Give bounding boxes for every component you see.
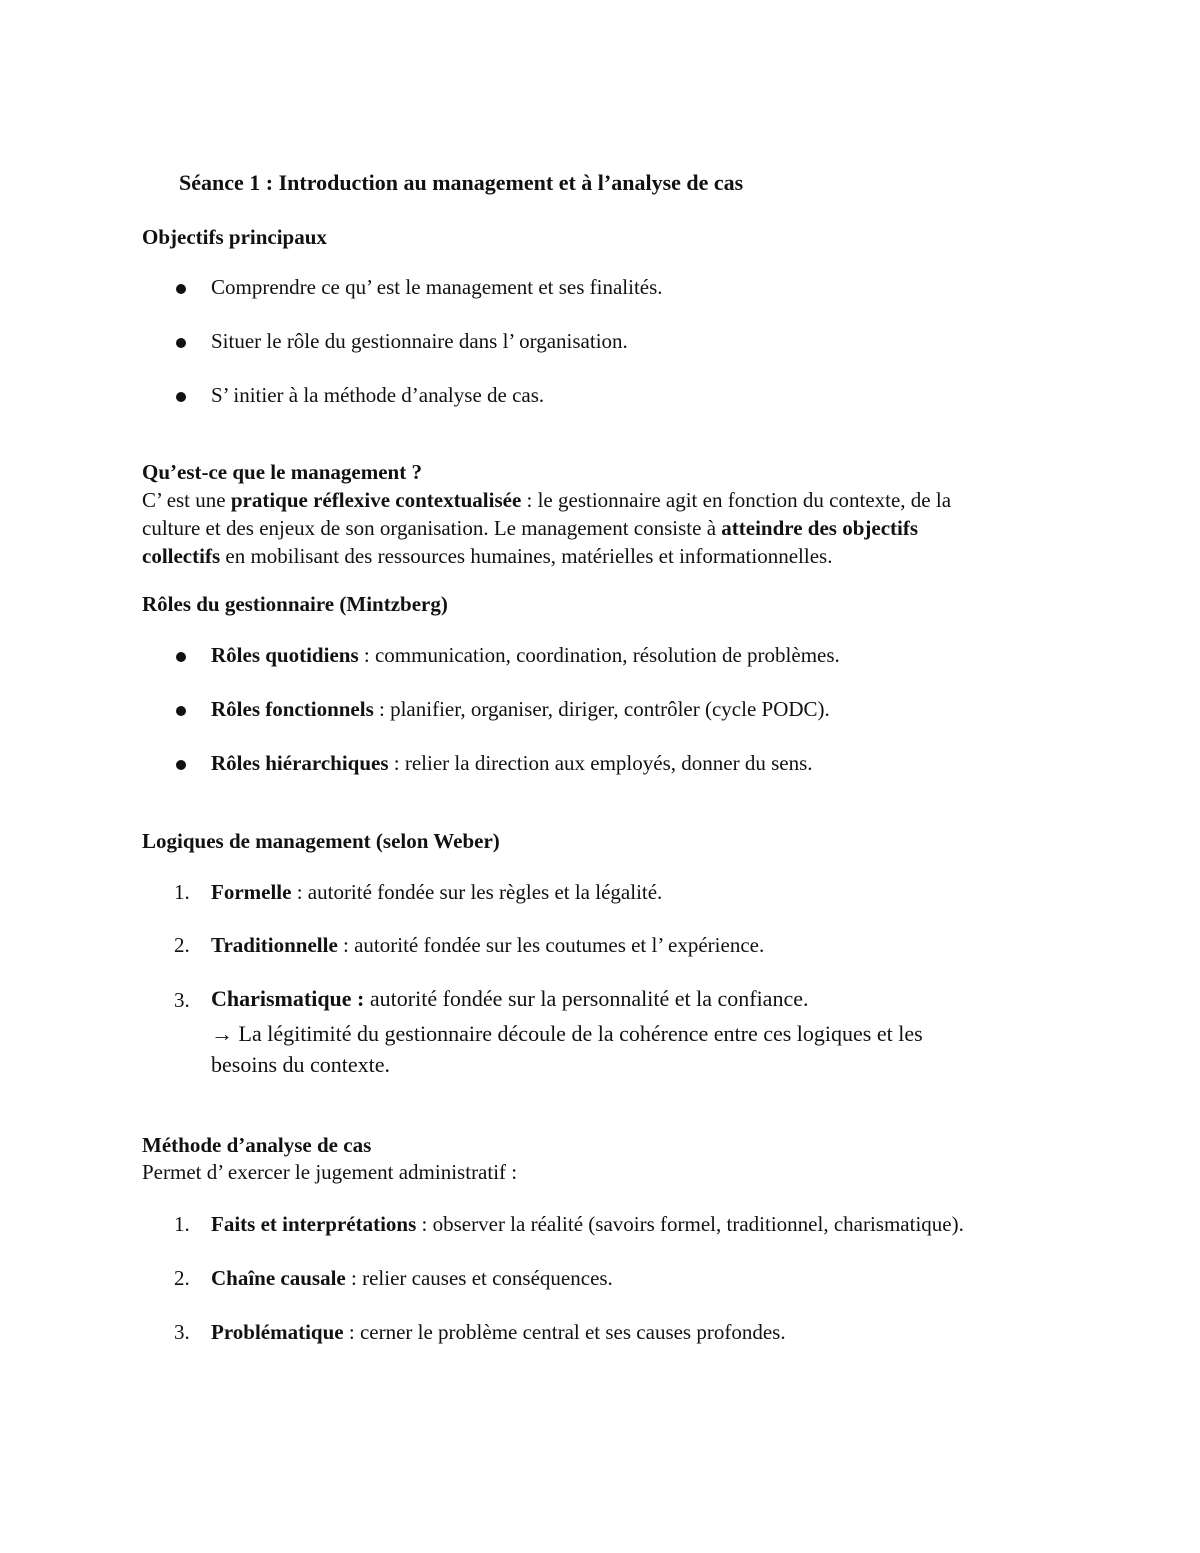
page-title: Séance 1 : Introduction au management et à l’analyse de cas <box>179 170 744 195</box>
list-number: 1. <box>174 880 190 904</box>
list-number: 2. <box>174 933 190 957</box>
logique-text: autorité fondée sur la personnalité et la confiance. <box>364 986 809 1011</box>
role-item <box>211 697 830 722</box>
text-run: : le gestionnaire agit en fonction du contexte, de la <box>521 488 952 512</box>
objectif-item: Comprendre ce qu’ est le management et ses finalités. <box>211 275 663 299</box>
bullet-icon <box>176 706 186 716</box>
logique-text: : autorité fondée sur les coutumes et l’ expérience. <box>337 933 765 957</box>
list-number: 3. <box>174 988 190 1012</box>
list-number: 2. <box>174 1266 190 1290</box>
methode-term: Faits et interprétations <box>211 1212 417 1236</box>
paragraph-line <box>142 542 1072 570</box>
section-heading-roles: Rôles du gestionnaire (Mintzberg) <box>142 592 448 616</box>
logique-text: : autorité fondée sur les règles et la légalité. <box>291 880 663 904</box>
methode-item <box>211 1266 613 1291</box>
bold-term: atteindre des objectifs <box>721 516 919 540</box>
role-item <box>211 643 840 668</box>
objectif-item: Situer le rôle du gestionnaire dans l’ organisation. <box>211 329 628 353</box>
note-line: besoins du contexte. <box>211 1052 391 1077</box>
list-number: 1. <box>174 1212 190 1236</box>
bold-term: collectifs <box>142 544 221 568</box>
logique-term: Charismatique : <box>211 986 365 1011</box>
objectif-item: S’ initier à la méthode d’analyse de cas. <box>211 383 545 407</box>
logique-term: Traditionnelle <box>211 933 338 957</box>
text-run: en mobilisant des ressources humaines, matérielles et informationnelles. <box>220 544 833 568</box>
paragraph-line <box>142 486 1072 514</box>
logique-item <box>211 986 808 1012</box>
methode-intro <box>142 1158 1072 1186</box>
role-term: Rôles hiérarchiques <box>211 751 389 775</box>
management-paragraph <box>142 486 1072 570</box>
section-heading-objectifs: Objectifs principaux <box>142 225 327 249</box>
methode-item <box>211 1212 964 1237</box>
role-term: Rôles fonctionnels <box>211 697 374 721</box>
logique-term: Formelle <box>211 880 292 904</box>
list-number: 3. <box>174 1320 190 1344</box>
role-term: Rôles quotidiens <box>211 643 359 667</box>
methode-term: Chaîne causale <box>211 1266 346 1290</box>
section-heading-management: Qu’est-ce que le management ? <box>142 460 422 484</box>
legitimite-note <box>211 1018 923 1080</box>
bullet-icon <box>176 338 186 348</box>
logique-item <box>211 933 764 958</box>
role-text: : relier la direction aux employés, donner du sens. <box>388 751 813 775</box>
paragraph-line <box>142 514 1072 542</box>
methode-text: : observer la réalité (savoirs formel, traditionnel, charismatique). <box>416 1212 964 1236</box>
bullet-icon <box>176 392 186 402</box>
text-run: culture et des enjeux de son organisation. Le management consiste à <box>142 516 722 540</box>
methode-term: Problématique <box>211 1320 344 1344</box>
section-heading-methode: Méthode d’analyse de cas <box>142 1133 372 1157</box>
role-text: : planifier, organiser, diriger, contrôler (cycle PODC). <box>373 697 830 721</box>
note-line: → La légitimité du gestionnaire découle de la cohérence entre ces logiques et les <box>211 1021 923 1046</box>
section-heading-logiques: Logiques de management (selon Weber) <box>142 829 500 853</box>
intro-line: Permet d’ exercer le jugement administratif : <box>142 1160 518 1184</box>
bullet-icon <box>176 652 186 662</box>
bullet-icon <box>176 284 186 294</box>
methode-item <box>211 1320 786 1345</box>
logique-item <box>211 880 662 905</box>
bullet-icon <box>176 760 186 770</box>
methode-text: : cerner le problème central et ses causes profondes. <box>343 1320 786 1344</box>
text-run: C’ est une <box>142 488 231 512</box>
methode-text: : relier causes et conséquences. <box>345 1266 613 1290</box>
bold-term: pratique réflexive contextualisée <box>230 488 522 512</box>
role-text: : communication, coordination, résolution de problèmes. <box>358 643 840 667</box>
role-item <box>211 751 813 776</box>
